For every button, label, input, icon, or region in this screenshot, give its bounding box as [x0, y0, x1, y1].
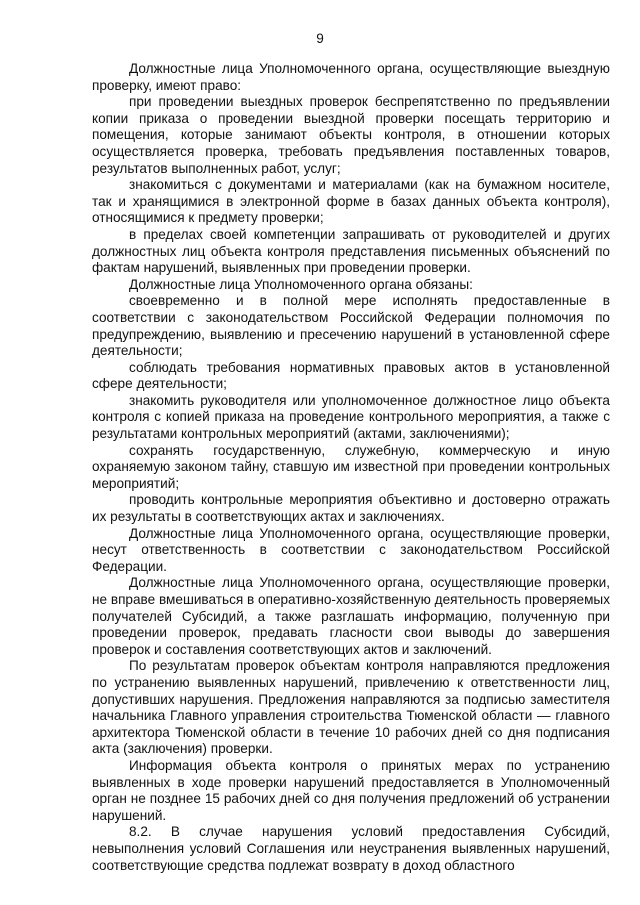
paragraph-results: По результатам проверок объектам контроля направляются предложения по устранению выявленных нарушений, привлечению к ответственности лиц, допустивших нарушения. Предложения направляются за подписью заместителя начальника Главного управления строительства Тюменской области — главного архитектора Тюменской области в течение 10 рабочих дней со дня подписания акта (заключения) проверки.: [92, 658, 610, 757]
document-body: [92, 61, 610, 874]
paragraph-duty-objectivity: проводить контрольные мероприятия объективно и достоверно отражать их результаты в соответствующих актах и заключениях.: [92, 492, 610, 525]
paragraph-information: Информация объекта контроля о принятых мерах по устранению выявленных в ходе проверки нарушений предоставляется в Уполномоченный орган не позднее 15 рабочих дней со дня получения предложений об устранении нарушений.: [92, 757, 610, 823]
paragraph-obligations: Должностные лица Уполномоченного органа обязаны:: [129, 276, 473, 292]
paragraph-right-documents: знакомиться с документами и материалами (как на бумажном носителе, так и хранящимися в электронной форме в базах данных объекта контроля), относящимися к предмету проверки;: [92, 177, 610, 226]
paragraph-right-visit: при проведении выездных проверок беспрепятственно по предъявлении копии приказа о проведении выездной проверки посещать территорию и помещения, которые занимают объекты контроля, в отношении которых осуществляется проверка, требовать предъявления поставленных товаров, результатов выполненных работ, услуг;: [92, 94, 610, 176]
paragraph-right-explanations: в пределах своей компетенции запрашивать от руководителей и других должностных лиц объекта контроля представления письменных объяснений по фактам нарушений, выявленных при проведении проверки.: [92, 226, 610, 276]
paragraph-duty-compliance: соблюдать требования нормативных правовых актов в установленной сфере деятельности;: [92, 359, 610, 392]
paragraph-duty-secrecy: сохранять государственную, служебную, коммерческую и иную охраняемую законом тайну, ставшую им известной при проведении контрольных мероприятий;: [92, 442, 610, 491]
paragraph-inspection-rights: Должностные лица Уполномоченного органа, осуществляющие выездную проверку, имеют право:: [92, 61, 610, 93]
paragraph-restrictions: Должностные лица Уполномоченного органа, осуществляющие проверки, не вправе вмешиваться в оперативно-хозяйственную деятельность проверяемых получателей Субсидий, а также разглашать информацию, полученную при проведении проверок, предавать гласности свои выводы до завершения проверок и составления соответствующих актов и заключений.: [92, 575, 610, 657]
paragraph-duty-powers: своевременно и в полной мере исполнять предоставленные в соответствии с законодательством Российской Федерации полномочия по предупреждению, выявлению и пресечению нарушений в установленной сфере деятельности;: [92, 293, 610, 359]
paragraph-responsibility: Должностные лица Уполномоченного органа, осуществляющие проверки, несут ответственность в соответствии с законодательством Российской Федерации.: [92, 525, 610, 574]
page-number: 9: [316, 31, 324, 46]
paragraph-section-8-2: 8.2. В случае нарушения условий предоставления Субсидий, невыполнения условий Соглашения или неустранения выявленных нарушений, соответствующие средства подлежат возврату в доход областного: [92, 824, 610, 873]
paragraph-duty-acquaint: знакомить руководителя или уполномоченное должностное лицо объекта контроля с копией приказа на проведение контрольного мероприятия, а также с результатами контрольных мероприятий (актами, заключениями);: [92, 392, 610, 442]
